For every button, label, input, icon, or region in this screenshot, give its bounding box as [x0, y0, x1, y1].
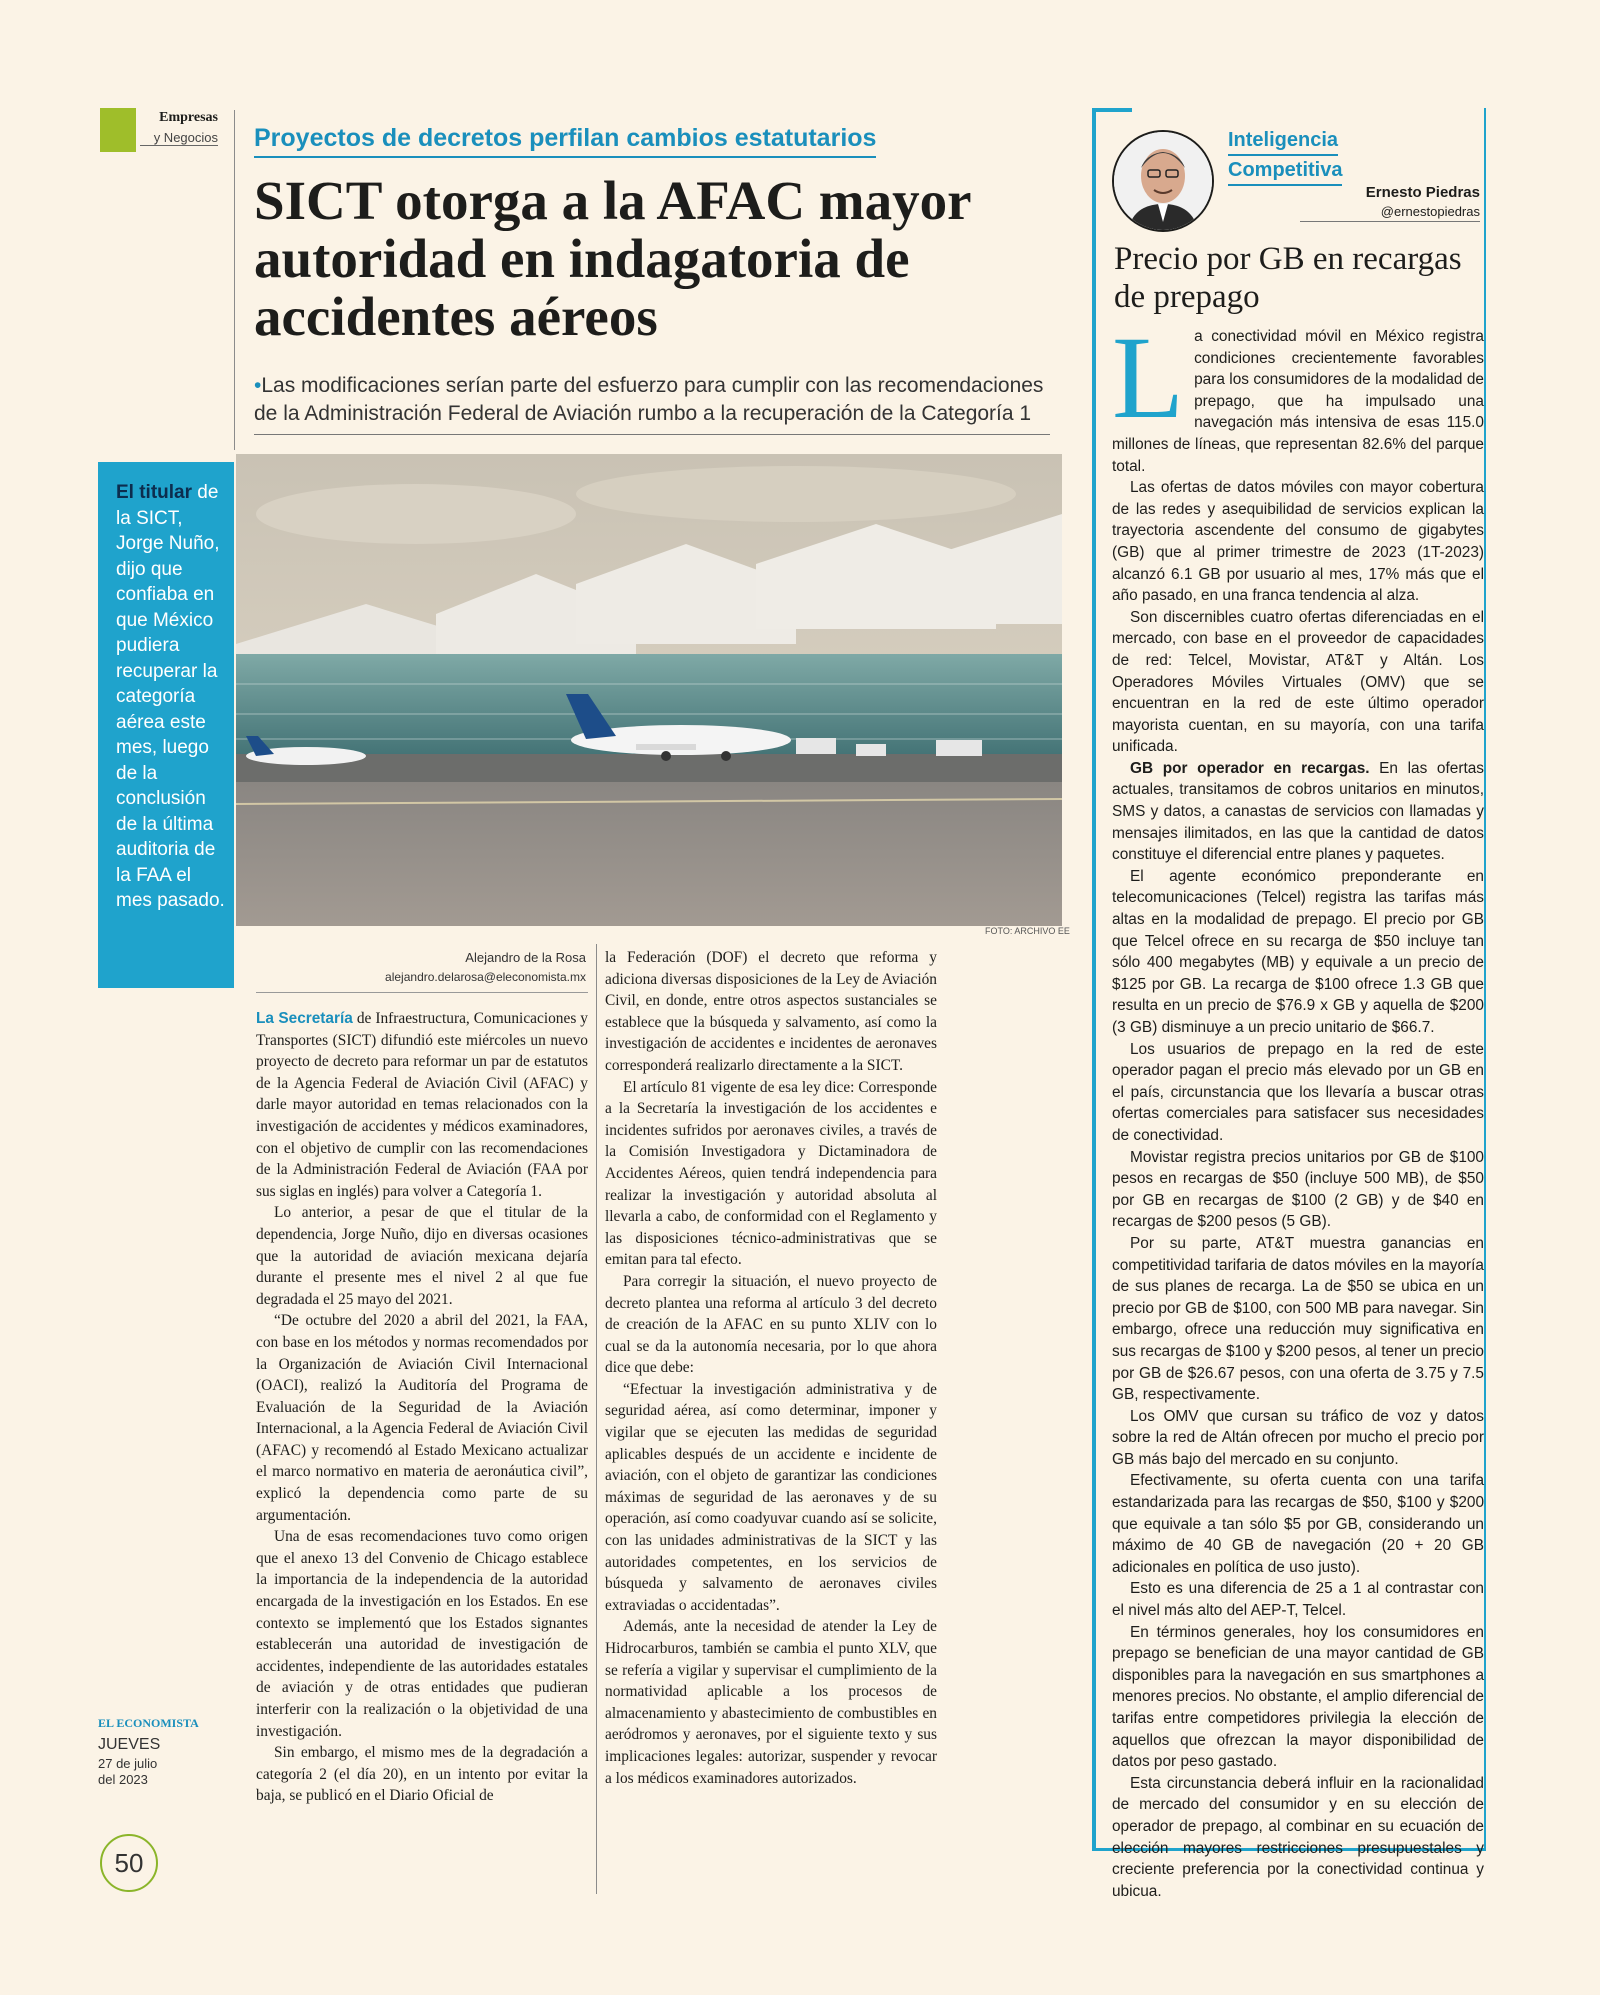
opinion-paragraph: Son discernibles cuatro ofertas diferenciadas en el mercado, con base en el proveedor de capacidades de red: Telcel, Movistar, AT&T y Altán. Los Operadores Móviles Virtuales (OMV) que se encuentran en la red de este último operador mayorista cuentan, en su mayoría, con una tarifa unificada. [1112, 608, 1484, 756]
author-email[interactable]: alejandro.delarosa@eleconomista.mx [385, 970, 586, 984]
article-paragraph: Una de esas recomendaciones tuvo como origen que el anexo 13 del Convenio de Chicago establece la importancia de la independencia de la autoridad encargada de la investigación en los Estados. En ese contexto se implementó que los Estados signantes establecerán una autoridad de investigación de accidentes, independiente de las autoridades estatales de aviación y de otras entidades que pudieran interferir con la realización o la objetividad de una investigación. [256, 1528, 588, 1740]
deck-text: Las modificaciones serían parte del esfuerzo para cumplir con las recomendaciones de la Administración Federal de Aviación rumbo a la recuperación de la Categoría 1 [254, 374, 1044, 425]
issue-date: 27 de julio [98, 1756, 158, 1771]
airport-photo [236, 454, 1062, 926]
opinion-paragraph: Esto es una diferencia de 25 a 1 al contrastar con el nivel más alto del AEP-T, Telcel. [1112, 1580, 1484, 1620]
column-name-line1: Inteligencia [1228, 126, 1338, 156]
opinion-paragraph: Efectivamente, su oferta cuenta con una tarifa estandarizada para las recargas de $50, $100 y $200 que equivale a tan sólo $5 por GB, considerando un máximo de 40 GB de navegación (20 + 20 GB adicionales en política de uso justo). [1112, 1472, 1484, 1576]
opinion-paragraph: Las ofertas de datos móviles con mayor cobertura de las redes y asequibilidad de servicios explican la trayectoria ascendente del consumo de gigabytes (GB) que al primer trimestre de 2023 (1T-2023) alcanzó 6.1 GB por usuario al mes, 17% más que el año pasado, en una franca tendencia al alza. [1112, 479, 1484, 605]
article-paragraph: El artículo 81 vigente de esa ley dice: Corresponde a la Secretaría la investigación de los accidentes e incidentes sufridos por aeronaves civiles, a través de la Comisión Investigadora y Dictaminadora de Accidentes Aéreos, quien tendrá independencia para realizar la investigación y autoridad absoluta al llevarla a cabo, de conformidad con el Reglamento y las disposiciones técnico-administrativas que se emitan para tal efecto. [605, 1078, 937, 1269]
opinion-paragraph: Los OMV que cursan su tráfico de voz y datos sobre la red de Altán ofrecen por mucho el precio por GB más bajo del mercado en su conjunto. [1112, 1407, 1484, 1468]
opinion-title: Precio por GB en recargas de prepago [1114, 241, 1462, 315]
opinion-paragraph: Los usuarios de prepago en la red de este operador pagan el precio más elevado por un GB en el país, circunstancia que los llevaría a buscar otras ofertas comerciales para satisfacer sus necesidades de conectividad. [1112, 1040, 1484, 1144]
issue-weekday: JUEVES [98, 1736, 161, 1753]
article-paragraph: La Secretaría de Infraestructura, Comunicaciones y Transportes (SICT) difundió este miércoles un nuevo proyecto de decreto para reformar un par de estatutos de la Agencia Federal de Aviación Civil (AFAC) y darle mayor autoridad en temas relacionados con la investigación de accidentes y médicos examinadores, con el objetivo de cumplir con las recomendaciones de la Administración Federal de Aviación (FAA por sus siglas en inglés) para volver a Categoría 1. [256, 1010, 588, 1200]
section-tag [100, 108, 218, 152]
page-number: 50 [100, 1834, 158, 1892]
kicker: Proyectos de decretos perfilan cambios estatutarios [254, 124, 876, 158]
airport-terminal-illustration [236, 454, 1062, 926]
article-paragraph: Lo anterior, a pesar de que el titular de la dependencia, Jorge Nuño, dijo en diversas ocasiones que la autoridad de aviación mexicana dejaría durante el presente mes el nivel 2 al que fue degradada el 25 mayo del 2021. [256, 1204, 588, 1308]
section-color-bar [100, 108, 136, 152]
headline: SICT otorga a la AFAC mayor autoridad en indagatoria de accidentes aéreos [254, 170, 971, 347]
opinion-paragraph: GB por operador en recargas. En las ofertas actuales, transitamos de cobros unitarios en minutos, SMS y datos, a canastas de servicios con llamadas y mensajes ilimitados, en las que la cantidad de datos constituye el diferencial entre planes y paquetes. [1112, 759, 1484, 864]
article-paragraph: Para corregir la situación, el nuevo proyecto de decreto plantea una reforma al artículo 3 del decreto de creación de la AFAC en su punto XLIV con lo cual se da la autonomía necesaria, por lo que ahora dice que debe: [605, 1272, 937, 1377]
article-paragraph: “Efectuar la investigación administrativa y de seguridad aérea, así como determinar, imponer y vigilar que se ejecuten las medidas de seguridad aplicables después de un accidente e incidente de aviación, con el objeto de garantizar las condiciones máximas de seguridad de las aeronaves y de su operación, así como coadyuvar cuando así se solicite, con las unidades administrativas de la SICT y las autoridades competentes, en los servicios de búsqueda y salvamento de aeronaves civiles extraviadas o accidentadas”. [605, 1380, 937, 1614]
opinion-paragraph: Esta circunstancia deberá influir en la racionalidad de mercado del consumidor y en su elección de operador de prepago, al combinar en su ecuación de elección mayores restricciones presupuestales y creciente preferencia por la conectividad continua y ubicua. [1112, 1774, 1484, 1900]
dropcap: L [1112, 312, 1185, 443]
pull-quote [98, 462, 234, 988]
opinion-paragraph: La conectividad móvil en México registra condiciones crecientemente favorables para los consumidores de la modalidad de prepago, que ha impulsado una navegación más intensiva de esas 115.0 millones de líneas, que representan 82.6% del parque total. [1112, 312, 1484, 475]
columnist-handle[interactable]: @ernestopiedras [1300, 204, 1480, 222]
article-paragraph: Sin embargo, el mismo mes de la degradación a categoría 2 (el día 20), en un intento por evitar la baja, se publicó en el Diario Oficial de [256, 1744, 588, 1805]
pull-quote-text: de la SICT, Jorge Nuño, dijo que confiaba en que México pudiera recuperar la categoría aérea este mes, luego de la conclusión de la última auditoria de la FAA el mes pasado. [116, 482, 225, 911]
article-lead: La Secretaría [256, 1010, 353, 1027]
author-rule [256, 992, 588, 993]
column-divider [234, 110, 235, 450]
newspaper-brand: EL ECONOMISTA [98, 1716, 199, 1730]
opinion-paragraph: En términos generales, hoy los consumidores en prepago se benefician de una mayor cantidad de GB disponibles para la navegación en sus smartphones a menores precios. No obstante, el amplio diferencial de tarifas entre competidores privilegia la elección de aquellos que ofrezcan la mayor disponibilidad de datos por peso gastado. [1112, 1623, 1484, 1771]
pull-quote-lead: El titular [116, 482, 193, 503]
columnist-portrait-icon [1114, 132, 1212, 230]
columnist-name: Ernesto Piedras [1365, 184, 1480, 201]
article-paragraph: “De octubre del 2020 a abril del 2021, la FAA, con base en los métodos y normas recomendados por la Organización de Aviación Civil Internacional (OACI), realizó la Auditoría del Programa de Evaluación de la Seguridad de la Aviación Internacional, a la Agencia Federal de Aviación Civil (AFAC) y recomendó al Estado Mexicano actualizar el marco normativo en materia de aeronáutica civil”, explicó la dependencia como parte de su argumentación. [256, 1312, 588, 1524]
author-name: Alejandro de la Rosa [465, 950, 586, 965]
opinion-paragraph: Movistar registra precios unitarios por GB de $100 pesos en recargas de $50 (incluye 500 MB), de $50 por GB en recargas de $100 (2 GB) y de $40 en recargas de $200 pesos (5 GB). [1112, 1148, 1484, 1231]
section-name: Empresas [159, 110, 218, 125]
issue-year: del 2023 [98, 1772, 148, 1787]
photo-credit: FOTO: ARCHIVO EE [985, 926, 1070, 936]
avatar [1112, 130, 1214, 232]
opinion-body [1112, 312, 1484, 1902]
column-name [1228, 126, 1342, 186]
column-name-line2: Competitiva [1228, 156, 1342, 186]
opinion-box-accent [1092, 108, 1132, 112]
article-column-2 [605, 947, 937, 1789]
opinion-paragraph: El agente económico preponderante en telecomunicaciones (Telcel) registra las tarifas más altas en la modalidad de prepago. El precio por GB que Telcel ofrece en su recarga de $50 incluye tan sólo 400 megabytes (MB) y equivale a un precio de $125 por GB. La recarga de $100 ofrece 1.3 GB que resulta en un precio de $76.9 x GB y aquella de $200 (3 GB) disminuye a un precio unitario de $66.7. [1112, 867, 1484, 1036]
article-column-1 [256, 1008, 588, 1807]
section-subname: y Negocios [140, 130, 218, 146]
deck: •Las modificaciones serían parte del esfuerzo para cumplir con las recomendaciones de la Administración Federal de Aviación rumbo a la recuperación de la Categoría 1 [254, 372, 1050, 435]
article-paragraph: Además, ante la necesidad de atender la Ley de Hidrocarburos, también se cambia el punto XLV, que se refería a vigilar y supervisar el cumplimiento de la normatividad aplicable a los procesos de almacenamiento y abastecimiento de combustibles en aeródromos y aeronaves, por el siguiente texto y sus implicaciones legales: autorizar, suspender y revocar a los médicos examinadores autorizados. [605, 1618, 937, 1787]
article-paragraph: la Federación (DOF) el decreto que reforma y adiciona diversas disposiciones de la Ley de Aviación Civil, en donde, entre otros aspectos sustanciales se establece que la búsqueda y salvamento, así como la investigación de accidentes e incidentes de aeronaves corresponderá realizarlo directamente a la SICT. [605, 949, 937, 1074]
column-divider [596, 944, 597, 1894]
opinion-subhead: GB por operador en recargas. [1130, 759, 1370, 777]
opinion-paragraph: Por su parte, AT&T muestra ganancias en competitividad tarifaria de datos móviles en la mayoría de sus planes de recarga. La de $50 se ubica en un precio por GB de $100, con 500 MB para navegar. Sin embargo, ofrece una reducción muy significativa en sus recargas de $100 y $200 pesos, al tener un precio por GB de $26.67 pesos, con una oferta de 3.75 y 7.5 GB, respectivamente. [1112, 1234, 1484, 1404]
